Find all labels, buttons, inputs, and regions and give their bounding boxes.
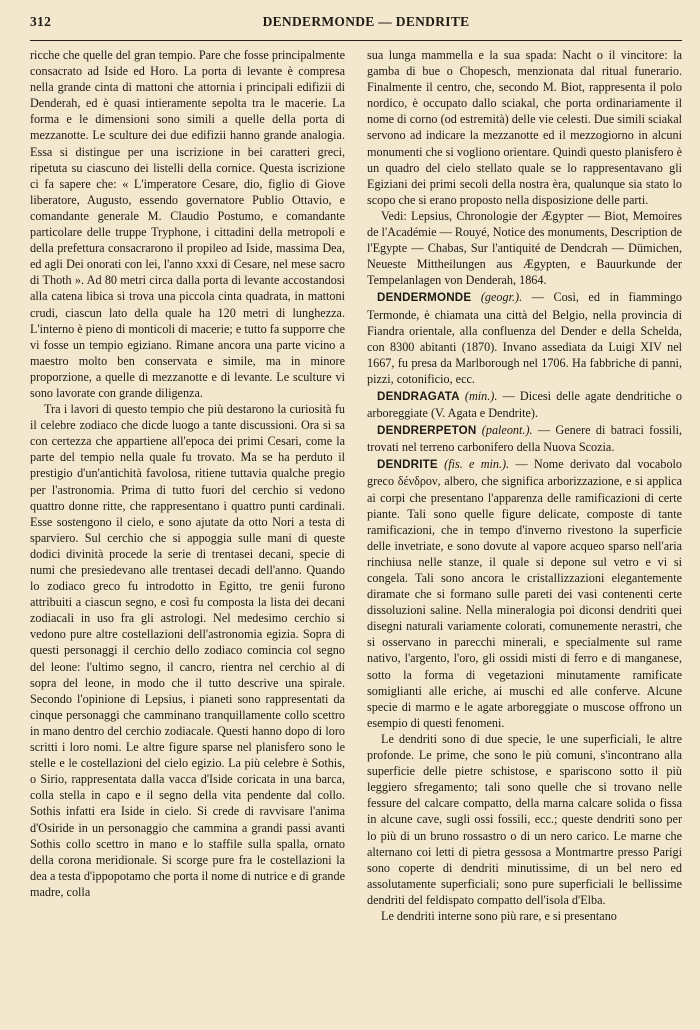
entry-headword: DENDRAGATA — [377, 389, 460, 403]
header-rule — [30, 40, 682, 41]
entry-dendragata — [367, 388, 682, 421]
left-paragraph-2: Tra i lavori di questo tempio che più destarono la curiosità fu il celebre zodiaco che dicde luogo a tante discussioni. Ora si sa con certezza che appartiene all'epoca dei primi Cesari, come la parte del tempio nella quale fu trovato. Ma se ha perduto il prestigio d'un'antichità favolosa, ritiene tuttavia qualche pregio per l'astronomia. Prima di tutto fuori del cerchio si vedono quattro donne ritte, che rappresentano i quattro punti cardinali. Esse sostengono il cielo, e sono ajutate da otto Nori a testa di sparviero. Sul cerchio che si appoggia sulle mani di queste dodici divinità procede la serie di trentasei decani, specie di numi che presiedevano alle trentasei decadi dell'anno. Quando lo zodiaco greco fu introdotto in Egitto, tre genii furono attribuiti a ciascun segno, e così fu composta la lista dei decani zodiacali in uso fra gli astrologi. Nel medesimo cerchio si vedono pure altre costellazioni dell'astronomia egizia. Sopra di questi personaggi il cerchio dello zodiaco comincia col segno del leone: l'ultimo segno, il cancro, rientra nel cerchio al di sopra del leone, in modo che il tutto descrive una spirale. Secondo l'opinione di Lepsius, i pianeti sono rappresentati da cinque personaggi che camminano tranquillamente collo scettro in mano dentro del cerchio zodiacale. Questi hanno dopo di loro scritti i loro nomi. Le altre figure sparse nel planisfero sono le stelle e le costellazioni del cielo egizio. La più celebre è Sothis, o Sirio, rappresentata dalla vacca d'Iside coricata in una barca, colla stella in capo e il segno della vita pendente dal collo. Sothis infatti era Iside in cielo. Si crede di ravvisare l'anima d'Osiride in un personaggio che cammina a grandi passi avanti Sothis collo scettro in mano e lo staffile sulla spalla, ornato della corona meridionale. Si scorge pure fra le costellazioni la dea a testa d'ippopotamo che porta il nome di nutrice e di grande madre, colla — [30, 402, 345, 899]
page-header — [30, 14, 682, 36]
entry-dendrite — [367, 456, 682, 731]
entry-category: (geogr.). — [480, 290, 523, 305]
entry-text: — Così, ed in fiammingo Termonde, è chiamata una città del Belgio, nella provincia di Fiandra orientale, alla confluenza del Dender e della Schelda, con 8300 abitanti (1870). Invano assediata da Luigi XIV nel 1667, fu presa da Marlborough nel 1706. Ha fabbriche di panni, pizzi, cotonificio, ecc. — [367, 290, 683, 386]
right-paragraph-1: sua lunga mammella e la sua spada: Nacht o il vincitore: la gamba di bue o Chopesch, menzionata dal ritual funerario. Finalmente il centro, che, secondo M. Biot, rappresenta il polo nordico, è occupato dallo sciakal, che porta ordinariamente il nome di corno (od estremità) delle vie celesti. Due simili sciakal servono ad indicare la mezzanotte ed il mezzogiorno in alcuni monumenti che si vogliono orientare. Quindi questo planisfero è un quadro del cielo stellato quale se lo rappresentavano gli Egiziani dei primi secoli della nostra èra, qualunque sia stato lo scopo che si erano proposto nella disposizione delle parti. — [367, 48, 682, 207]
entry-category: (paleont.). — [481, 423, 533, 438]
entry-text: — Nome derivato dal vocabolo greco δένδρον, albero, che significa arborizzazione, e si applica ai corpi che presentano l'apparenza delle ramificazioni di certe piante. Tali sono quelle figure delicate, composte di tante ramificazioni, che in tempo d'inverno rivestono la superficie delle invetriate, e sono dovute al vapore acqueo sparso nell'aria rinchiusa nelle stanze, il quale si depone sul vetro e vi si congela. Tali sono ancora le cristallizzazioni elegantemente diramate che si formano sulle pareti dei vasi contenenti certe dissoluzioni saline. Nella mineralogia poi diconsi dendriti quei disegni naturali variamente colorati, comunemente nerastri, che si osservano in parecchi minerali, e specialmente sul rame nativo, l'argento, l'oro, gli ossidi misti di ferro e di manganese, sotto la forma di vegetazioni minutamente ramificate somiglianti alle eriche, ai muschi ed alle conferve. Alcune specie di marmo e le agate arboreggiate o muscose offrono un esempio di questi fenomeni. — [367, 457, 683, 730]
right-paragraph-4: Le dendriti interne sono più rare, e si presentano — [381, 908, 617, 923]
two-column-body — [30, 47, 682, 924]
entry-text: — Dicesi delle agate dendritiche o arboreggiate (V. Agata e Dendrite). — [367, 388, 683, 421]
page-number: 312 — [30, 14, 52, 29]
right-paragraph-3: Le dendriti sono di due specie, le une superficiali, le altre profonde. Le prime, che sono le più comuni, s'incontrano alla superficie delle pietre schistose, e spariscono sotto il più leggiero sfregamento; tali sono quelle che si trovano nelle fessure del calcare compatto, della marna calcare solida o fissa in alcune cave, sugli ossi fossili, ecc.; queste dendriti sono per lo più di un bruno rossastro o di un nero carico. Le marne che alternano coi letti di pietra gessosa a Montmartre presso Parigi sono coperte di dendriti minutissime, di un bel nero ed assolutamente superficiali; sono pure superficiali le bellissime dendriti del feldispato compatto dell'isola d'Elba. — [367, 731, 682, 907]
right-column — [367, 47, 682, 924]
entry-dendrerpeton — [367, 422, 682, 455]
running-title: DENDERMONDE — DENDRITE — [262, 14, 470, 29]
left-column — [30, 47, 345, 924]
entry-category: (fis. e min.). — [444, 457, 510, 472]
left-paragraph-1: ricche che quelle del gran tempio. Pare che fosse principalmente consacrato ad Iside ed Horo. La porta di levante è compresa nella grande cinta di mattoni che attornia i principali edifizii di Denderah, ed è quasi intieramente sepolta tra le macerie. La forma e le dimensioni sono simili a quelle della porta di mezzanotte. Le sculture dei due edifizii hanno grande analogia. Essa si distingue per una iscrizione in bei caratteri greci, ripetuta su ciascuno dei listelli della cornice. Questa iscrizione ci fa sapere che: « L'imperatore Cesare, dio, figlio di Giove liberatore, Augusto, essendo governatore Publio Ottavio, e comandante generale M. Claudio Postumo, e comandante particolare delle truppe Tryphone, i cittadini della metropoli e della prefettura consacrarono il propileo ad Iside, massima Dea, ed agli Dei onorati con lei, l'anno xxxi di Cesare, nel mese sacro di Thoth ». Ad 80 metri circa dalla porta di levante accostandosi alla catena libica si trova una piccola cinta quadrata, in mattoni crudi, ciascun lato della quale ha 120 metri di lunghezza. L'interno è pieno di monticoli di macerie; e tutto fa supporre che vi fosse un tempio egiziano. Rimane ancora una parte vicino a maestro molto ben conservata e simile, ma in minore proporzione, a quelle di mezzanotte e di levante. Le sculture vi sono lavorate con grande diligenza. — [30, 48, 345, 400]
entry-dendermonde — [367, 289, 682, 387]
entry-headword: DENDRITE — [377, 458, 438, 472]
entry-text: — Genere di batraci fossili, trovati nel terreno carbonifero della Nuova Scozia. — [367, 423, 683, 455]
entry-headword: DENDRERPETON — [377, 424, 477, 438]
references-paragraph: Vedi: Lepsius, Chronologie der Ægypter — Biot, Memoires de l'Académie — Rouyé, Notice des monuments, Description de l'Egypte — Chabas, Sur l'antiquité de Dendcrah — Dümichen, Neueste Mittheilungen aus Ægypten, e Bauurkunde der Tempelanlagen von Denderah, 1864. — [367, 208, 682, 288]
entry-category: (min.). — [464, 388, 498, 403]
entry-headword: DENDERMONDE — [377, 291, 472, 305]
